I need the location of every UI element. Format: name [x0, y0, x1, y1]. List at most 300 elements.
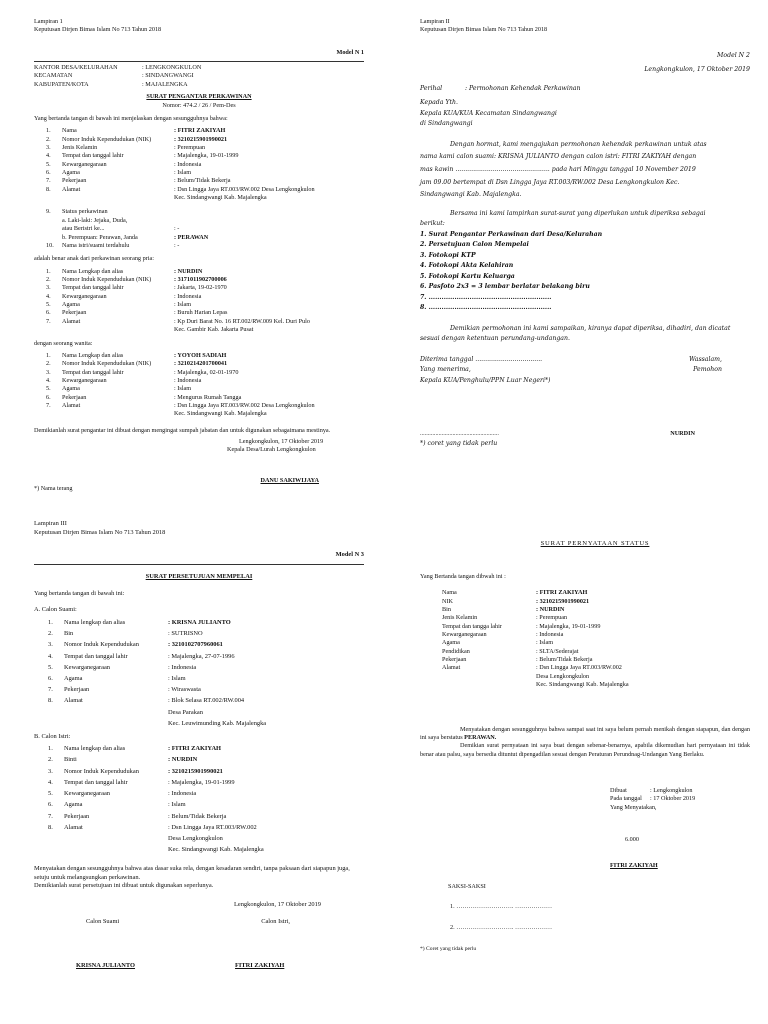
- location: di Sindangwangi: [420, 120, 473, 128]
- office-row: [34, 64, 364, 72]
- person-row: [34, 161, 364, 169]
- witness-1: 1. ………………………. ………………: [450, 903, 553, 911]
- item-label: Pekerjaan: [62, 177, 87, 185]
- groom-row: [34, 697, 364, 706]
- witness-2: 2. ………………………. ………………: [450, 923, 553, 931]
- item-number: 5.: [46, 385, 51, 393]
- mother-row: [34, 385, 364, 393]
- attachment-item: 5. Fotokopi Kartu Keluarga: [420, 272, 515, 280]
- detail-row: [442, 673, 750, 681]
- item-value: : Blok Selasa RT.002/RW.004: [168, 697, 245, 705]
- signer-name: DANU SAKIWIJAYA: [260, 476, 319, 484]
- receiver-label: Yang menerima,: [420, 366, 471, 374]
- marital-status: [34, 208, 364, 250]
- item-value: : YOYOH SADIAH: [174, 351, 227, 359]
- paragraph-6: Bersama ini kami lampirkan surat-surat yang diperlukan untuk diperiksa sebagai: [450, 209, 706, 217]
- place-date: Lengkongkulon, 17 Oktober 2019: [239, 438, 324, 446]
- item-value: : NURDIN: [168, 756, 198, 764]
- item-value: Kec. Sindangwangi Kab. Majalengka: [174, 410, 267, 418]
- item-number: 10.: [46, 241, 54, 249]
- detail-value: : Islam: [536, 639, 554, 647]
- item-label: Agama: [62, 385, 80, 393]
- attachment-list: [420, 230, 750, 314]
- item-value: Kec. Gambir Kab. Jakarta Pusat: [174, 326, 254, 334]
- signer-name: NURDIN: [670, 429, 695, 437]
- item-number: [46, 410, 62, 418]
- item-label: Nomor Induk Kependudukan: [64, 641, 139, 649]
- detail-value: : Perempuan: [536, 614, 568, 622]
- item-value: : Wiraswasta: [168, 686, 201, 694]
- item-value: : Dsn Lingga Jaya RT.003/RW.002 Desa Lengkongkulon: [174, 402, 315, 410]
- groom-heading: A. Calon Suami:: [34, 606, 77, 614]
- item-number: 7.: [46, 317, 51, 325]
- detail-row: [442, 614, 750, 622]
- document-title: SURAT PERSETUJUAN MEMPELAI: [145, 572, 253, 580]
- item-number: 1.: [48, 745, 53, 753]
- father-row: [34, 326, 364, 334]
- received-date: Diterima tanggal ..................................: [420, 355, 543, 363]
- item-number: 8.: [48, 697, 53, 705]
- signer-name: FITRI ZAKIYAH: [610, 862, 658, 870]
- item-value: : Jakarta, 19-02-1970: [174, 284, 227, 292]
- item-number: [48, 709, 64, 718]
- groom-details: [34, 619, 364, 729]
- item-number: 1.: [48, 618, 53, 626]
- keputusan-label: Keputusan Dirjen Bimas Islam No 713 Tahun 2018: [420, 26, 548, 34]
- item-label: Kewarganegaraan: [64, 790, 111, 798]
- status-row: [34, 208, 364, 216]
- father-row: [34, 284, 364, 292]
- status-row: [34, 242, 364, 250]
- closing-text-1: Menyatakan dengan sesungguhnya bahwa atas dasar suka rela, dengan kesadaran sendiri, tanpa paksaan dari siapapun juga, setuju untuk melangsungkan perkawinan.: [34, 864, 350, 881]
- item-value: Desa Parakan: [168, 708, 203, 716]
- statement-text: Menyatakan dengan sesungguhnya bahwa sampai saat ini saya belum pernah menikah dengan siapapun, dan dengan ini saya berstatus: [420, 725, 750, 741]
- item-number: 2.: [48, 630, 53, 638]
- item-number: [46, 234, 62, 242]
- paragraph-4: jam 09.00 bertempat di Dsn Lingga Jaya RT.003/RW.002 Desa Lengkongkulon Kec.: [420, 178, 680, 186]
- intro-text: Yang Bertanda tangan dibwah ini :: [420, 572, 506, 580]
- item-number: [46, 326, 62, 334]
- item-number: 8.: [46, 185, 51, 193]
- lampiran-label: Lampiran II: [420, 18, 450, 25]
- detail-label: Jenis Kelamin: [442, 614, 478, 622]
- item-label: Status perkawinan: [62, 208, 108, 216]
- status-value: PERAWAN.: [464, 733, 497, 741]
- item-number: 3.: [46, 368, 51, 376]
- father-row: [34, 301, 364, 309]
- item-value: : Perempuan: [174, 143, 206, 151]
- item-label: Kewarganegaraan: [62, 292, 107, 300]
- detail-row: [442, 648, 750, 656]
- item-label: Tempat dan tanggal lahir: [62, 284, 124, 292]
- person-row: [34, 136, 364, 144]
- item-label: [62, 194, 174, 202]
- item-number: 5.: [48, 790, 53, 798]
- item-value: Kec. Sindangwangi Kab. Majalengka: [168, 846, 264, 854]
- made-at-value: : Lengkongkulon: [650, 787, 693, 794]
- item-value: : 3210102707960061: [168, 641, 223, 649]
- bride-row: [34, 790, 364, 799]
- groom-row: [34, 686, 364, 695]
- groom-row: [34, 664, 364, 673]
- item-number: 2.: [46, 275, 51, 283]
- detail-row: [442, 664, 750, 672]
- groom-row: [34, 630, 364, 639]
- item-label: Tempat dan tanggal lahir: [64, 778, 128, 786]
- lampiran-label: Lampiran III: [34, 520, 67, 527]
- detail-value: Kec. Sindangwangi Kab. Majalengka: [536, 681, 629, 689]
- mother-row: [34, 410, 364, 418]
- office-value: : MAJALENGKA: [142, 80, 188, 88]
- detail-label: Nama: [442, 589, 457, 597]
- item-label: Bin: [64, 630, 74, 638]
- item-number: [48, 835, 64, 844]
- bride-signature: FITRI ZAKIYAH: [235, 962, 285, 970]
- office-value: : LENGKONGKULON: [142, 64, 202, 72]
- model-n3-document: [34, 520, 364, 971]
- intro-text: Yang bertanda tangan di bawah ini menjelaskan dengan sesungguhnya bahwa:: [34, 114, 228, 122]
- father-row: [34, 309, 364, 317]
- item-number: 3.: [48, 767, 53, 775]
- item-label: [62, 326, 174, 334]
- item-number: 4.: [46, 152, 51, 160]
- item-number: 1.: [46, 267, 51, 275]
- item-label: Pekerjaan: [64, 812, 90, 820]
- item-label: Binti: [64, 756, 77, 764]
- item-value: : Belum/Tidak Bekerja: [174, 177, 231, 185]
- item-label: [64, 846, 168, 855]
- item-label: Alamat: [64, 823, 83, 831]
- item-value: : Dsn Lingga Jaya RT.003/RW.002 Desa Lengkongkulon: [174, 185, 315, 193]
- document-title: SURAT PERNYATAAN STATUS: [540, 540, 650, 547]
- detail-label: Kewarganegaraan: [442, 631, 487, 639]
- bride-row: [34, 745, 364, 754]
- item-number: 4.: [46, 292, 51, 300]
- detail-value: : Dsn Lingga Jaya RT.003/RW.002: [536, 664, 622, 672]
- applicant-label: Pemohon: [693, 366, 722, 374]
- item-value: Kec. Leuwimunding Kab. Majalengka: [168, 719, 267, 727]
- item-value: : Islam: [174, 385, 192, 393]
- detail-label: Pekerjaan: [442, 656, 467, 664]
- father-row: [34, 268, 364, 276]
- detail-row: [442, 598, 750, 606]
- wassalam: Wassalam,: [688, 355, 722, 363]
- item-label: b. Perempuan: Perawan, Janda: [62, 233, 138, 241]
- attachment-item: 3. Fotokopi KTP: [420, 251, 476, 259]
- detail-value: : Majalengka, 19-01-1999: [536, 622, 601, 630]
- place-date: Lengkongkulon, 17 Oktober 2019: [644, 66, 750, 74]
- item-label: Jenis Kelamin: [62, 143, 98, 151]
- paragraph-5: Sindangwangi Kab. Majalengka.: [420, 191, 522, 199]
- detail-row: [442, 656, 750, 664]
- item-label: Nama istri/suami terdahulu: [62, 241, 130, 249]
- footnote: *) coret yang tidak perlu: [420, 440, 498, 448]
- detail-label: [442, 681, 536, 689]
- item-value: : Indonesia: [174, 292, 202, 300]
- item-label: Agama: [64, 675, 83, 683]
- item-number: 2.: [46, 360, 51, 368]
- mother-row: [34, 402, 364, 410]
- item-value: : Islam: [168, 801, 186, 809]
- item-label: Nama: [62, 127, 77, 135]
- item-number: 7.: [48, 812, 53, 820]
- item-number: 7.: [46, 402, 51, 410]
- item-number: [48, 846, 64, 855]
- item-value: : NURDIN: [174, 267, 203, 275]
- item-number: 9.: [46, 208, 51, 216]
- item-number: [46, 217, 62, 225]
- village-head-title: Kepala Desa/Lurah Lengkongkulon: [227, 446, 316, 454]
- keputusan-label: Keputusan Dirjen Bimas Islam No 713 Tahun 2018: [34, 528, 166, 536]
- item-label: Kewarganegaraan: [64, 663, 111, 671]
- paragraph-9: sesuai dengan ketentuan perundang-undangan.: [420, 335, 570, 343]
- detail-label: Bin: [442, 605, 451, 613]
- office-info: [34, 64, 364, 89]
- person-row: [34, 144, 364, 152]
- model-n2-document: [420, 18, 750, 450]
- item-label: Nomor Induk Kependudukan (NIK): [62, 135, 152, 143]
- groom-row: [34, 641, 364, 650]
- paragraph-8: Demikian permohonan ini kami sampaikan, kiranya dapat diperiksa, dihadiri, dan dicatat: [450, 324, 731, 332]
- declarant-label: Yang Menyatakan,: [610, 803, 657, 811]
- groom-row: [34, 720, 364, 729]
- item-number: 3.: [48, 641, 53, 649]
- item-label: Alamat: [62, 402, 81, 410]
- item-value: : 3210215901990021: [174, 135, 228, 143]
- kua-head: Kepala KUA/KUA Kecamatan Sindangwangi: [420, 109, 557, 117]
- item-value: : Buruh Harian Lepas: [174, 309, 228, 317]
- bride-row: [34, 768, 364, 777]
- item-number: 2.: [48, 756, 53, 764]
- detail-value: : FITRI ZAKIYAH: [536, 589, 588, 597]
- item-label: Tempat dan tanggal lahir: [64, 652, 128, 660]
- place-date: Lengkongkulon, 17 Oktober 2019: [234, 900, 321, 908]
- item-label: Agama: [62, 301, 80, 309]
- attachment-item: 6. Pasfoto 2x3 = 3 lembar berlatar belakang biru: [420, 283, 590, 291]
- item-value: Desa Lengkongkulon: [168, 835, 223, 843]
- groom-row: [34, 653, 364, 662]
- father-row: [34, 293, 364, 301]
- item-number: 8.: [48, 823, 53, 831]
- detail-row: [442, 631, 750, 639]
- model-label: Model N 3: [335, 551, 364, 559]
- item-value: Kec. Sindangwangi Kab. Majalengka: [174, 194, 267, 202]
- bride-row: [34, 801, 364, 810]
- item-value: : Islam: [174, 301, 192, 309]
- status-row: [34, 217, 364, 225]
- attachment-item: 8. .........................................................: [420, 304, 552, 312]
- item-number: 6.: [46, 169, 51, 177]
- person-details: [34, 127, 364, 202]
- item-number: 2.: [46, 135, 51, 143]
- person-row: [34, 169, 364, 177]
- groom-label: Calon Suami: [86, 917, 120, 925]
- witnesses-heading: SAKSI-SAKSI: [448, 882, 486, 890]
- father-row: [34, 318, 364, 326]
- item-value: : Majalengka, 02-01-1970: [174, 368, 239, 376]
- item-label: Nama lengkap dan alias: [64, 618, 126, 626]
- item-value: : Indonesia: [168, 663, 197, 671]
- footnote: *) Nama terang: [34, 484, 73, 492]
- item-number: 4.: [48, 778, 53, 786]
- item-label: Nomor Induk Kependudukan (NIK): [62, 275, 152, 283]
- item-label: Pekerjaan: [62, 309, 87, 317]
- groom-signature: KRISNA JULIANTO: [76, 962, 136, 970]
- detail-label: Tempat dan tangga lahir: [442, 622, 502, 630]
- status-row: [34, 225, 364, 233]
- item-label: Nama Lengkap dan alias: [62, 351, 124, 359]
- bride-row: [34, 824, 364, 833]
- item-number: 7.: [46, 177, 51, 185]
- item-number: 5.: [48, 663, 53, 671]
- date-value: : 17 Oktober 2019: [650, 795, 696, 803]
- item-value: : Majalengka, 19-01-1999: [168, 778, 235, 786]
- bride-row: [34, 756, 364, 765]
- detail-label: [442, 673, 536, 681]
- item-label: a. Laki-laki: Jejaka, Duda,: [62, 216, 128, 224]
- bride-label: Calon Istri,: [261, 917, 290, 925]
- paragraph-7: berikut:: [420, 220, 445, 228]
- item-number: 3.: [46, 143, 51, 151]
- perihal-label: Perihal: [420, 84, 443, 92]
- detail-label: Agama: [442, 639, 460, 647]
- item-label: [64, 720, 168, 729]
- item-label: Nomor Induk Kependudukan: [64, 767, 139, 775]
- item-number: 6.: [48, 801, 53, 809]
- item-value: : 3210215901990021: [168, 767, 223, 775]
- item-value: : SUTRISNO: [168, 630, 203, 638]
- mother-row: [34, 369, 364, 377]
- model-label: Model N 2: [717, 51, 750, 59]
- detail-value: : SLTA/Sederajat: [536, 647, 579, 655]
- attachment-item: 7. .........................................................: [420, 293, 552, 301]
- item-value: : Mengurus Rumah Tangga: [174, 393, 242, 401]
- bride-row: [34, 779, 364, 788]
- lampiran-label: Lampiran 1: [34, 18, 63, 25]
- item-number: 6.: [48, 675, 53, 683]
- person-row: [34, 194, 364, 202]
- detail-value: Desa Lengkongkulon: [536, 672, 590, 680]
- item-value: : 3171011902700006: [174, 275, 227, 283]
- item-value: : FITRI ZAKIYAH: [174, 127, 226, 135]
- item-number: 1.: [46, 351, 51, 359]
- item-label: Alamat: [64, 697, 83, 705]
- person-row: [34, 177, 364, 185]
- item-value: : Islam: [168, 675, 186, 683]
- detail-row: [442, 589, 750, 597]
- with-woman-text: dengan seorang wanita:: [34, 339, 93, 347]
- detail-value: : NURDIN: [536, 605, 565, 613]
- divider: [34, 564, 364, 565]
- office-label: KANTOR DESA/KELURAHAN: [34, 64, 118, 72]
- closing-text-2: Demikianlah surat persetujuan ini dibuat untuk digunakan seperlunya.: [34, 882, 214, 890]
- item-number: 7.: [48, 686, 53, 694]
- detail-row: [442, 606, 750, 614]
- kepada-text: Kepada Yth.: [420, 99, 458, 107]
- model-n1-document: [34, 18, 364, 493]
- intro-text: Yang bertanda tangan di bawah ini:: [34, 589, 125, 597]
- detail-label: Pendidikan: [442, 647, 470, 655]
- item-label: Nomor Induk Kependudukan (NIK): [62, 360, 152, 368]
- item-value: : PERAWAN: [174, 233, 209, 241]
- item-value: : Indonesia: [174, 376, 202, 384]
- made-at-label: Dibuat: [610, 787, 627, 794]
- groom-row: [34, 709, 364, 718]
- person-row: [34, 127, 364, 135]
- item-value: : KRISNA JULIANTO: [168, 618, 231, 626]
- kua-sign-title: Kepala KUA/Penghulu/PPN Luar Negeri*): [420, 377, 551, 384]
- keputusan-label: Keputusan Dirjen Bimas Islam No 713 Tahun 2018: [34, 26, 162, 34]
- item-label: Tempat dan tanggal lahir: [62, 152, 124, 160]
- item-label: Kewarganegaraan: [62, 160, 107, 168]
- attachment-item: 1. Surat Pengantar Perkawinan dari Desa/Kelurahan: [420, 230, 603, 238]
- item-label: Kewarganegaraan: [62, 376, 107, 384]
- item-value: : Indonesia: [168, 790, 197, 798]
- item-label: [64, 709, 168, 718]
- item-label: Nama Lengkap dan alias: [62, 267, 124, 275]
- item-number: [48, 720, 64, 729]
- bride-details: [34, 745, 364, 855]
- divider: [34, 61, 364, 62]
- person-row: [34, 186, 364, 194]
- document-title: SURAT PENGANTAR PERKAWINAN: [146, 93, 252, 101]
- item-label: [64, 835, 168, 844]
- item-label: atau Beristri ke...: [62, 225, 105, 233]
- item-number: 4.: [46, 376, 51, 384]
- bride-heading: B. Calon Istri:: [34, 732, 71, 740]
- item-label: Alamat: [62, 317, 81, 325]
- item-value: : Majalengka, 19-01-1999: [174, 152, 239, 160]
- item-value: : FITRI ZAKIYAH: [168, 745, 222, 753]
- footnote: *) Coret yang tidak perlu: [420, 945, 477, 952]
- detail-value: : 3210215901990021: [536, 597, 590, 605]
- item-value: : Dsn Lingga Jaya RT.003/RW.002: [168, 823, 257, 831]
- item-label: Agama: [64, 801, 83, 809]
- paragraph-3: mas kawin ................................................ pada hari Minggu tanggal 10 November 2019: [420, 165, 696, 173]
- item-number: [46, 225, 62, 233]
- item-label: [62, 410, 174, 418]
- mother-row: [34, 377, 364, 385]
- father-details: [34, 268, 364, 335]
- mother-row: [34, 352, 364, 360]
- item-number: [46, 194, 62, 202]
- item-value: : Majalengka, 27-07-1996: [168, 652, 235, 660]
- paragraph-2: nama kami calon suami: KRISNA JULIANTO dengan calon istri: FITRI ZAKIYAH dengan: [420, 153, 697, 161]
- item-number: 6.: [46, 309, 51, 317]
- office-label: KABUPATEN/KOTA: [34, 80, 89, 88]
- detail-value: : Belum/Tidak Bekerja: [536, 656, 593, 664]
- item-number: 5.: [46, 301, 51, 309]
- item-value: : Belum/Tidak Bekerja: [168, 812, 227, 820]
- detail-label: Alamat: [442, 664, 461, 672]
- item-number: 4.: [48, 652, 53, 660]
- item-value: : -: [174, 225, 180, 233]
- bride-row: [34, 835, 364, 844]
- status-row: [34, 234, 364, 242]
- detail-label: NIK: [442, 597, 453, 605]
- detail-row: [442, 681, 750, 689]
- paragraph-1: Dengan hormat, kami mengajukan permohonan kehendak perkawinan untuk atas: [450, 140, 707, 148]
- item-label: Pekerjaan: [64, 686, 90, 694]
- item-label: Alamat: [62, 185, 81, 193]
- child-of-text: adalah benar anak dari perkawinan seorang pria:: [34, 255, 154, 263]
- status-statement-document: [420, 540, 750, 953]
- detail-value: : Indonesia: [536, 631, 564, 639]
- signature-dots: ...................................................: [420, 429, 499, 437]
- mother-row: [34, 394, 364, 402]
- bride-row: [34, 813, 364, 822]
- bride-row: [34, 846, 364, 855]
